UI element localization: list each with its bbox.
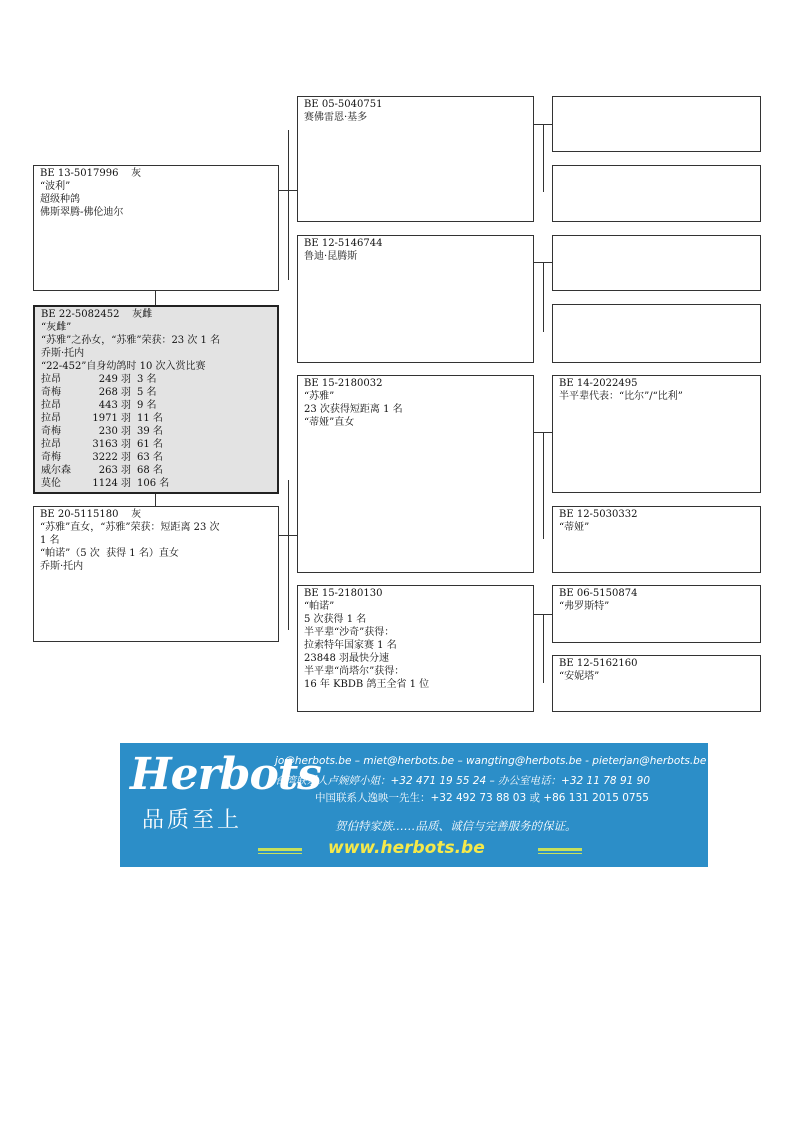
dd-note-6: 16 年 KBDB 鸽王全省 1 位 (304, 679, 430, 690)
ancestor-card-1 (552, 96, 761, 152)
decor-line-right (538, 848, 582, 851)
connector (543, 614, 544, 683)
g7-name: “弗罗斯特” (559, 601, 610, 612)
dam-card (33, 506, 279, 642)
website-link[interactable]: www.herbots.be (328, 838, 485, 858)
result-birds: 268 羽 (98, 387, 131, 398)
result-row (41, 451, 271, 464)
grand-dam-paternal-card (297, 235, 534, 363)
result-birds: 3222 羽 (92, 452, 131, 463)
result-place: 拉昂 (41, 400, 61, 411)
decor-line-right-thin (538, 853, 582, 854)
result-birds: 3163 羽 (92, 439, 131, 450)
grand-dam-maternal-card (297, 585, 534, 712)
result-row (41, 386, 271, 399)
decor-line-left-thin (258, 853, 302, 854)
dd-ring: BE 15-2180130 (304, 588, 383, 599)
result-birds: 230 羽 (98, 426, 131, 437)
g8-ring: BE 12-5162160 (559, 658, 638, 669)
result-rank: 9 名 (137, 400, 157, 411)
sd-ring: BE 12-5146744 (304, 238, 383, 249)
result-place: 奇梅 (41, 452, 61, 463)
g5-ring: BE 14-2022495 (559, 378, 638, 389)
dd-note-5: 半平辈“尚塔尔”获得： (304, 666, 405, 677)
result-birds: 1124 羽 (92, 478, 131, 489)
result-place: 威尔森 (41, 465, 71, 476)
result-rank: 61 名 (137, 439, 163, 450)
result-row (41, 412, 271, 425)
ss-breeder: 赛佛雷恩·基多 (304, 112, 368, 123)
result-place: 拉昂 (41, 439, 61, 450)
dd-note-2: 半平辈“沙奇”获得： (304, 627, 395, 638)
ds-note: 23 次获得短距离 1 名 (304, 404, 403, 415)
dd-name: “帕诺” (304, 601, 335, 612)
subject-pedigree-note: “苏雅”之孙女，“苏雅”荣获：23 次 1 名 (41, 335, 221, 346)
ancestor-card-5 (552, 375, 761, 493)
subject-summary: “22-452”自身幼鸽时 10 次入赏比赛 (41, 361, 206, 372)
result-row (41, 438, 271, 451)
result-place: 奇梅 (41, 387, 61, 398)
result-rank: 11 名 (137, 413, 163, 424)
result-birds: 1971 羽 (92, 413, 131, 424)
connector (155, 290, 156, 306)
sire-name: “波利” (40, 181, 71, 192)
ds-note-2: “蒂娅”直女 (304, 417, 355, 428)
ancestor-card-6 (552, 506, 761, 573)
subject-card (33, 305, 279, 494)
result-birds: 443 羽 (98, 400, 131, 411)
decor-line-left (258, 848, 302, 851)
result-row (41, 464, 271, 477)
result-place: 奇梅 (41, 426, 61, 437)
connector (543, 124, 544, 192)
grand-sire-maternal-card (297, 375, 534, 573)
ss-ring: BE 05-5040751 (304, 99, 383, 110)
result-place: 莫伦 (41, 478, 61, 489)
tagline: 贺伯特家族……品质、诚信与完善服务的保证。 (335, 819, 577, 833)
slogan: 品质至上 (142, 808, 243, 833)
dd-note-4: 23848 羽最快分速 (304, 653, 389, 664)
connector (543, 432, 544, 539)
sire-card (33, 165, 279, 291)
dam-note-2: “帕诺”（5 次 获得 1 名）直女 (40, 548, 179, 559)
result-row (41, 373, 271, 386)
result-place: 拉昂 (41, 374, 61, 385)
sire-breeder: 佛斯翠腾-佛伦迪尔 (40, 207, 124, 218)
connector (288, 130, 289, 280)
result-rank: 63 名 (137, 452, 163, 463)
contact-china: 中国联系人逸映一先生：+32 492 73 88 03 或 +86 131 2015 0755 (315, 792, 649, 804)
g7-ring: BE 06-5150874 (559, 588, 638, 599)
g5-note: 半平辈代表：“比尔”/“比利” (559, 391, 683, 402)
result-rank: 68 名 (137, 465, 163, 476)
subject-breeder: 乔斯·托内 (41, 348, 85, 359)
grand-sire-paternal-card (297, 96, 534, 222)
subject-name: “灰雌” (41, 322, 72, 333)
dd-note-3: 拉索特年国家赛 1 名 (304, 640, 397, 651)
ancestor-card-3 (552, 235, 761, 291)
herbots-logo: Herbots (130, 749, 321, 800)
contact-emails[interactable]: jo@herbots.be – miet@herbots.be – wangting@herbots.be - pieterjan@herbots.be (275, 755, 707, 767)
ancestor-card-2 (552, 165, 761, 222)
ancestor-card-8 (552, 655, 761, 712)
connector (543, 262, 544, 332)
connector (155, 493, 156, 507)
result-row (41, 477, 271, 490)
result-rank: 106 名 (137, 478, 170, 489)
dam-breeder: 乔斯·托内 (40, 561, 84, 572)
ds-ring: BE 15-2180032 (304, 378, 383, 389)
herbots-banner (120, 743, 708, 867)
g8-name: “安妮塔” (559, 671, 600, 682)
result-rank: 39 名 (137, 426, 163, 437)
dam-name: “苏雅”直女，“苏雅”荣获：短距离 23 次 (40, 522, 220, 533)
ancestor-card-4 (552, 304, 761, 363)
result-birds: 263 羽 (98, 465, 131, 476)
g6-ring: BE 12-5030332 (559, 509, 638, 520)
results-list (41, 373, 271, 490)
sire-ring: BE 13-5017996 灰 (40, 168, 142, 179)
sire-note: 超级种鸽 (40, 194, 80, 205)
result-row (41, 425, 271, 438)
result-row (41, 399, 271, 412)
ancestor-card-7 (552, 585, 761, 643)
connector (288, 480, 289, 630)
result-rank: 5 名 (137, 387, 157, 398)
result-rank: 3 名 (137, 374, 157, 385)
dam-ring: BE 20-5115180 灰 (40, 509, 142, 520)
sd-breeder: 鲁迪·昆腾斯 (304, 251, 358, 262)
result-place: 拉昂 (41, 413, 61, 424)
g6-name: “蒂娅” (559, 522, 590, 533)
dd-note: 5 次获得 1 名 (304, 614, 367, 625)
dam-note: 1 名 (40, 535, 60, 546)
subject-ring: BE 22-5082452 灰雌 (41, 309, 153, 320)
result-birds: 249 羽 (98, 374, 131, 385)
ds-name: “苏雅” (304, 391, 335, 402)
contact-taiwan: 台湾联系人卢婉婷小姐：+32 471 19 55 24 – 办公室电话：+32 11 78 91 90 (275, 775, 651, 787)
